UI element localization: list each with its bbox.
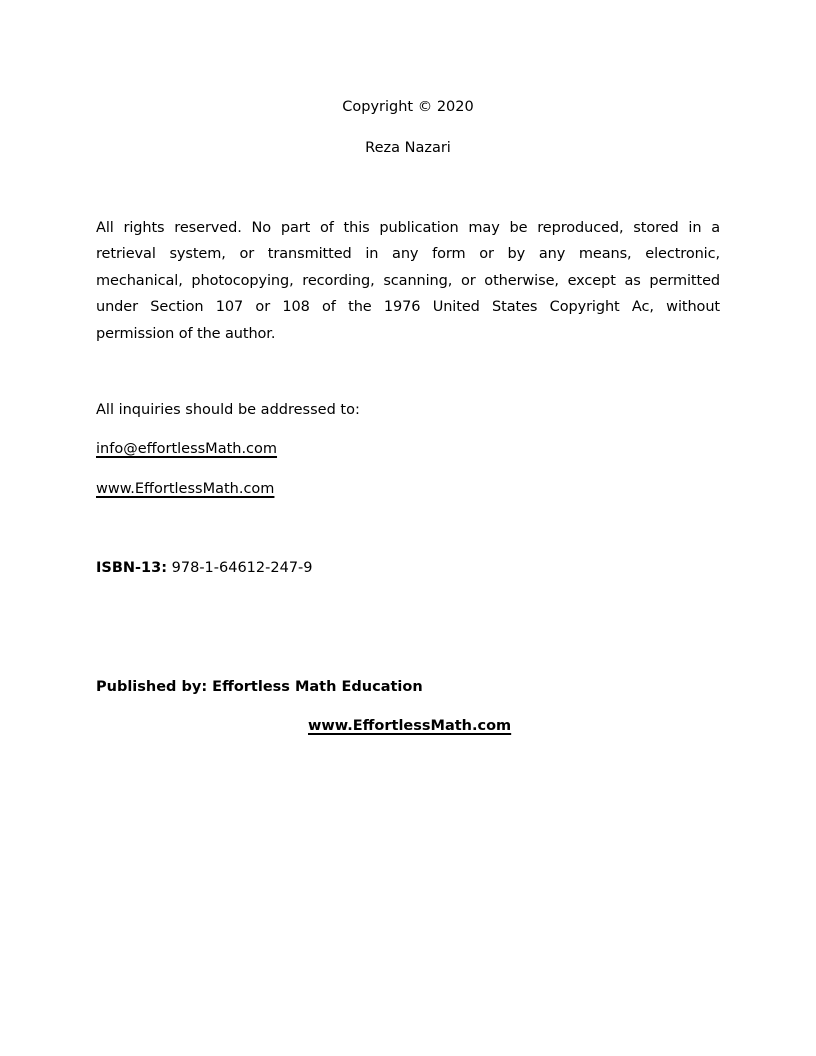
- rights-line: under Section 107 or 108 of the 1976 United States Copyright Ac, without: [96, 299, 720, 316]
- email-line: [96, 439, 277, 459]
- copyright-notice: Copyright © 2020: [342, 99, 474, 115]
- rights-line: All rights reserved. No part of this publication may be reproduced, stored in a: [96, 220, 720, 236]
- rights-statement: [96, 215, 720, 347]
- rights-line: retrieval system, or transmitted in any form or by any means, electronic,: [96, 246, 720, 263]
- website-link[interactable]: www.EffortlessMath.com: [96, 481, 275, 497]
- rights-line: mechanical, photocopying, recording, scanning, or otherwise, except as permitted: [96, 272, 720, 289]
- publisher-line: Published by: Effortless Math Education: [96, 679, 423, 695]
- website-line: [96, 479, 274, 499]
- publisher-website-line: [308, 716, 511, 736]
- publisher-website-link[interactable]: www.EffortlessMath.com: [308, 718, 512, 734]
- isbn-label: ISBN-13:: [96, 560, 168, 576]
- isbn-value: 978-1-64612-247-9: [167, 560, 313, 576]
- inquiries-label: All inquiries should be addressed to:: [96, 402, 360, 418]
- rights-line: permission of the author.: [96, 325, 276, 342]
- isbn-line: [96, 558, 313, 578]
- email-link[interactable]: info@effortlessMath.com: [96, 441, 278, 457]
- author-name: Reza Nazari: [365, 140, 451, 156]
